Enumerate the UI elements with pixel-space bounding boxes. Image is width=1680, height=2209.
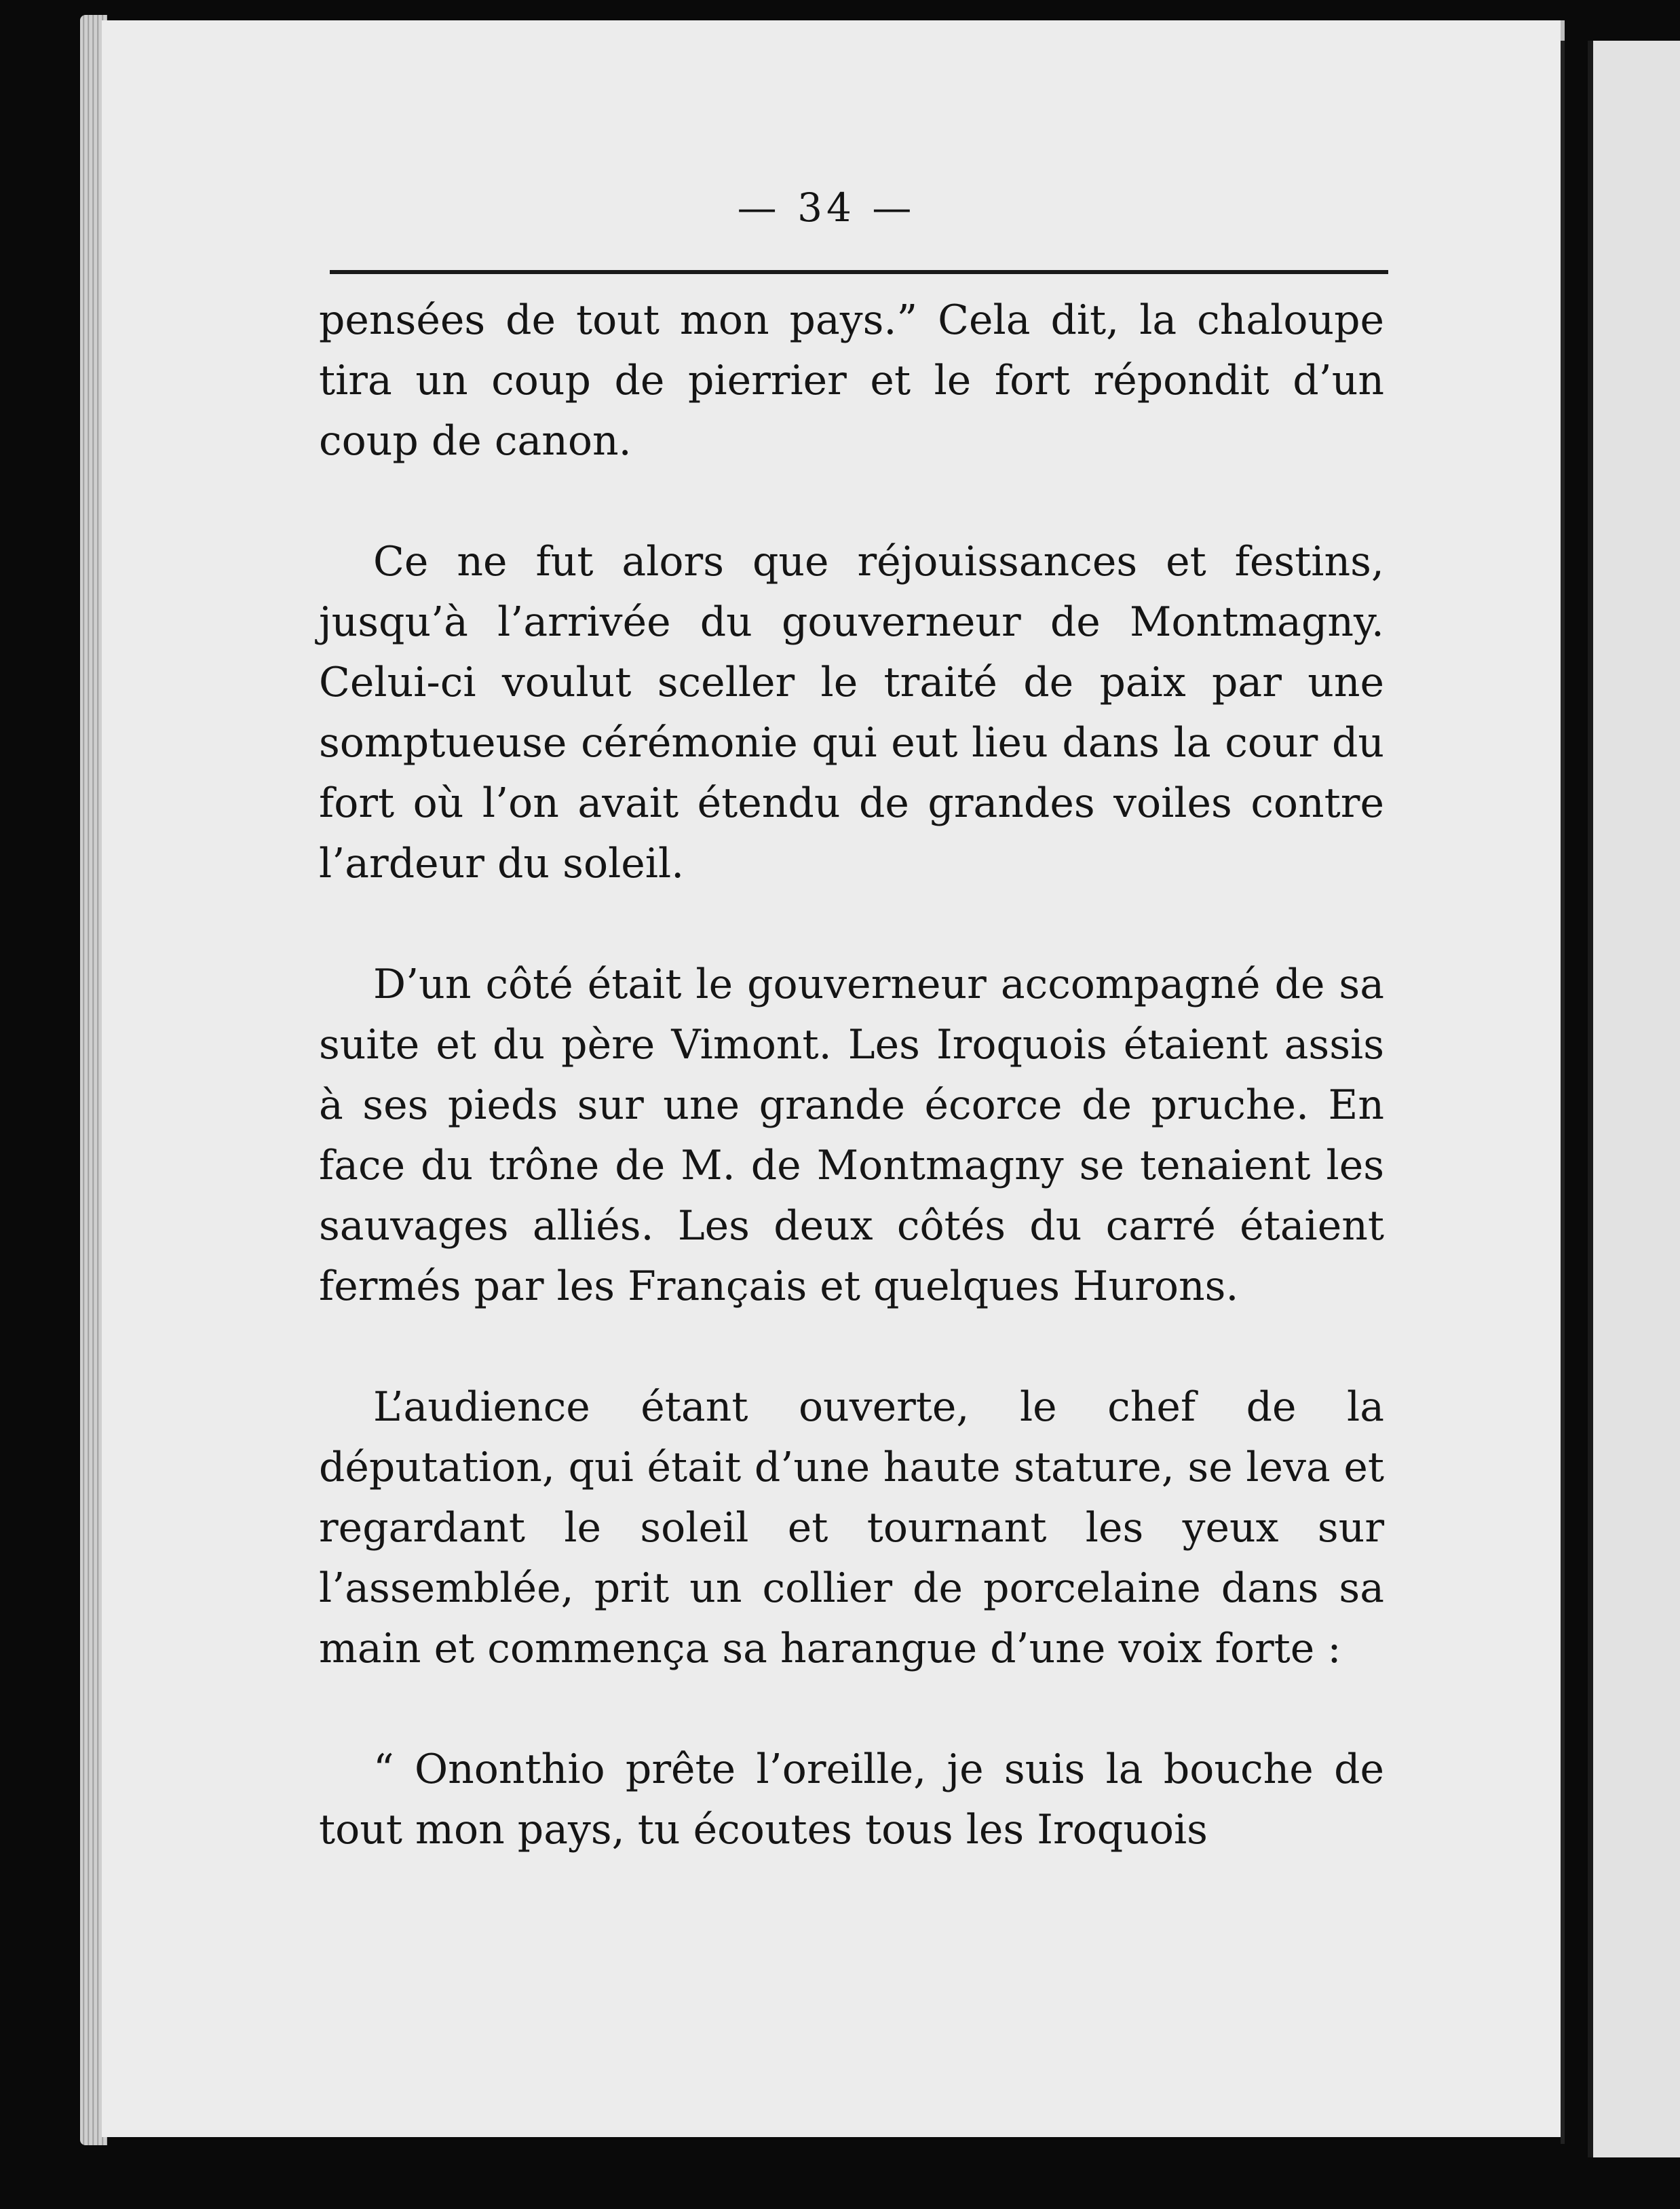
paragraph-3: D’un côté était le gouverneur accompagné de sa suite et du père Vimont. Les Iroquois étaient assis à ses pieds sur une grande écorce de pruche. En face du trône de M. de Montmagny se tenaient les sauvages alliés. Les deux côtés du carré étaient fermés par les Français et quelques Hurons. — [319, 961, 1384, 1310]
paragraph-2: Ce ne fut alors que réjouissances et festins, jusqu’à l’arrivée du gouverneur de Montmagny. Celui-ci voulut sceller le traité de paix par une somptueuse cérémonie qui eut lieu dans la cour du fort où l’on avait étendu de grandes voiles contre l’ardeur du soleil. — [319, 538, 1384, 887]
adjacent-page-strip — [1588, 41, 1680, 2157]
paragraph-5: “ Ononthio prête l’oreille, je suis la bouche de tout mon pays, tu écoutes tous les Iroquois — [319, 1746, 1384, 1853]
page-number: — 34 — — [737, 185, 916, 231]
paragraph-4: L’audience étant ouverte, le chef de la députation, qui était d’une haute stature, se leva et regardant le soleil et tournant les yeux sur l’assemblée, prit un collier de porcelaine dans sa main et commença sa harangue d’une voix forte : — [319, 1383, 1384, 1672]
page-gutter-shadow — [1561, 41, 1565, 2144]
header-rule — [330, 270, 1388, 274]
body-text — [319, 290, 1384, 1860]
paragraph-1: pensées de tout mon pays.” Cela dit, la chaloupe tira un coup de pierrier et le fort répondit d’un coup de canon. — [319, 296, 1384, 465]
